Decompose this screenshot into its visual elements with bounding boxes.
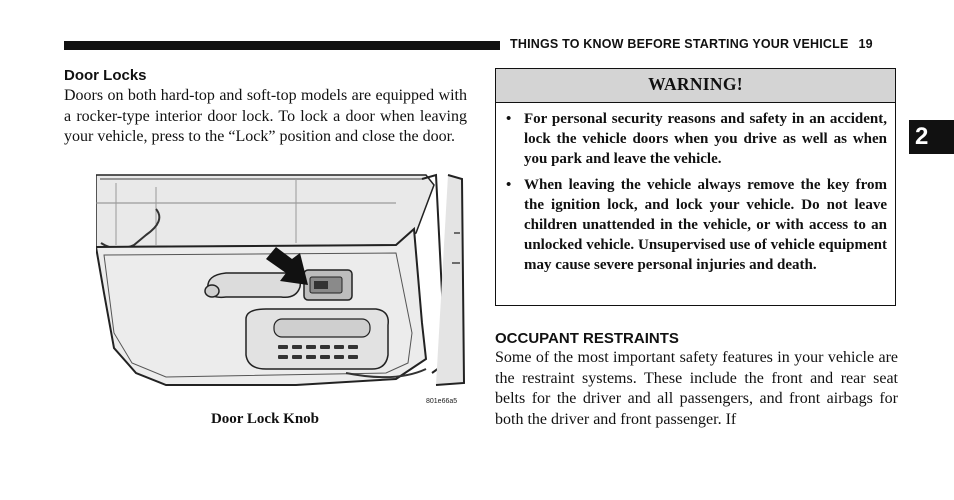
door-lock-illustration: [96, 173, 466, 408]
running-title: THINGS TO KNOW BEFORE STARTING YOUR VEHICLE: [510, 37, 849, 51]
header-rule: [64, 41, 500, 50]
occupant-restraints-heading: OCCUPANT RESTRAINTS: [495, 330, 679, 347]
page-number: 19: [858, 37, 873, 51]
warning-box: [495, 68, 896, 306]
door-locks-heading: Door Locks: [64, 67, 147, 84]
occupant-restraints-section: [495, 330, 898, 430]
bullet-icon: •: [506, 177, 512, 193]
warning-item: [504, 109, 887, 169]
chapter-tab: 2: [909, 120, 954, 154]
figure-caption: Door Lock Knob: [210, 411, 320, 427]
warning-list: [496, 103, 895, 275]
warning-title: WARNING!: [496, 69, 895, 103]
door-locks-paragraph: Doors on both hard-top and soft-top models are equipped with a rocker-type interior door lock. To lock a door when leaving your vehicle, press to the “Lock” position and close the door.: [64, 87, 467, 145]
warning-item-text: For personal security reasons and safety in an accident, lock the vehicle doors when you drive as well as when you park and leave the vehicle.: [524, 111, 887, 167]
bullet-icon: •: [506, 111, 512, 127]
occupant-restraints-paragraph: Some of the most important safety features in your vehicle are the restraint systems. These include the front and rear seat belts for the driver and all passengers, and front airbags for both the driver and front passenger. If: [495, 349, 898, 428]
door-locks-section: [64, 67, 467, 148]
figure-code: 801e66a5: [426, 398, 458, 405]
warning-item-text: When leaving the vehicle always remove the key from the ignition lock, and lock your vehicle. Do not leave children unattended in the vehicle, or with access to an unlocked vehicle. Unsupervised use of vehicle equipment may cause severe personal injuries and death.: [524, 177, 887, 273]
running-header: [510, 37, 873, 51]
warning-item: [504, 175, 887, 275]
